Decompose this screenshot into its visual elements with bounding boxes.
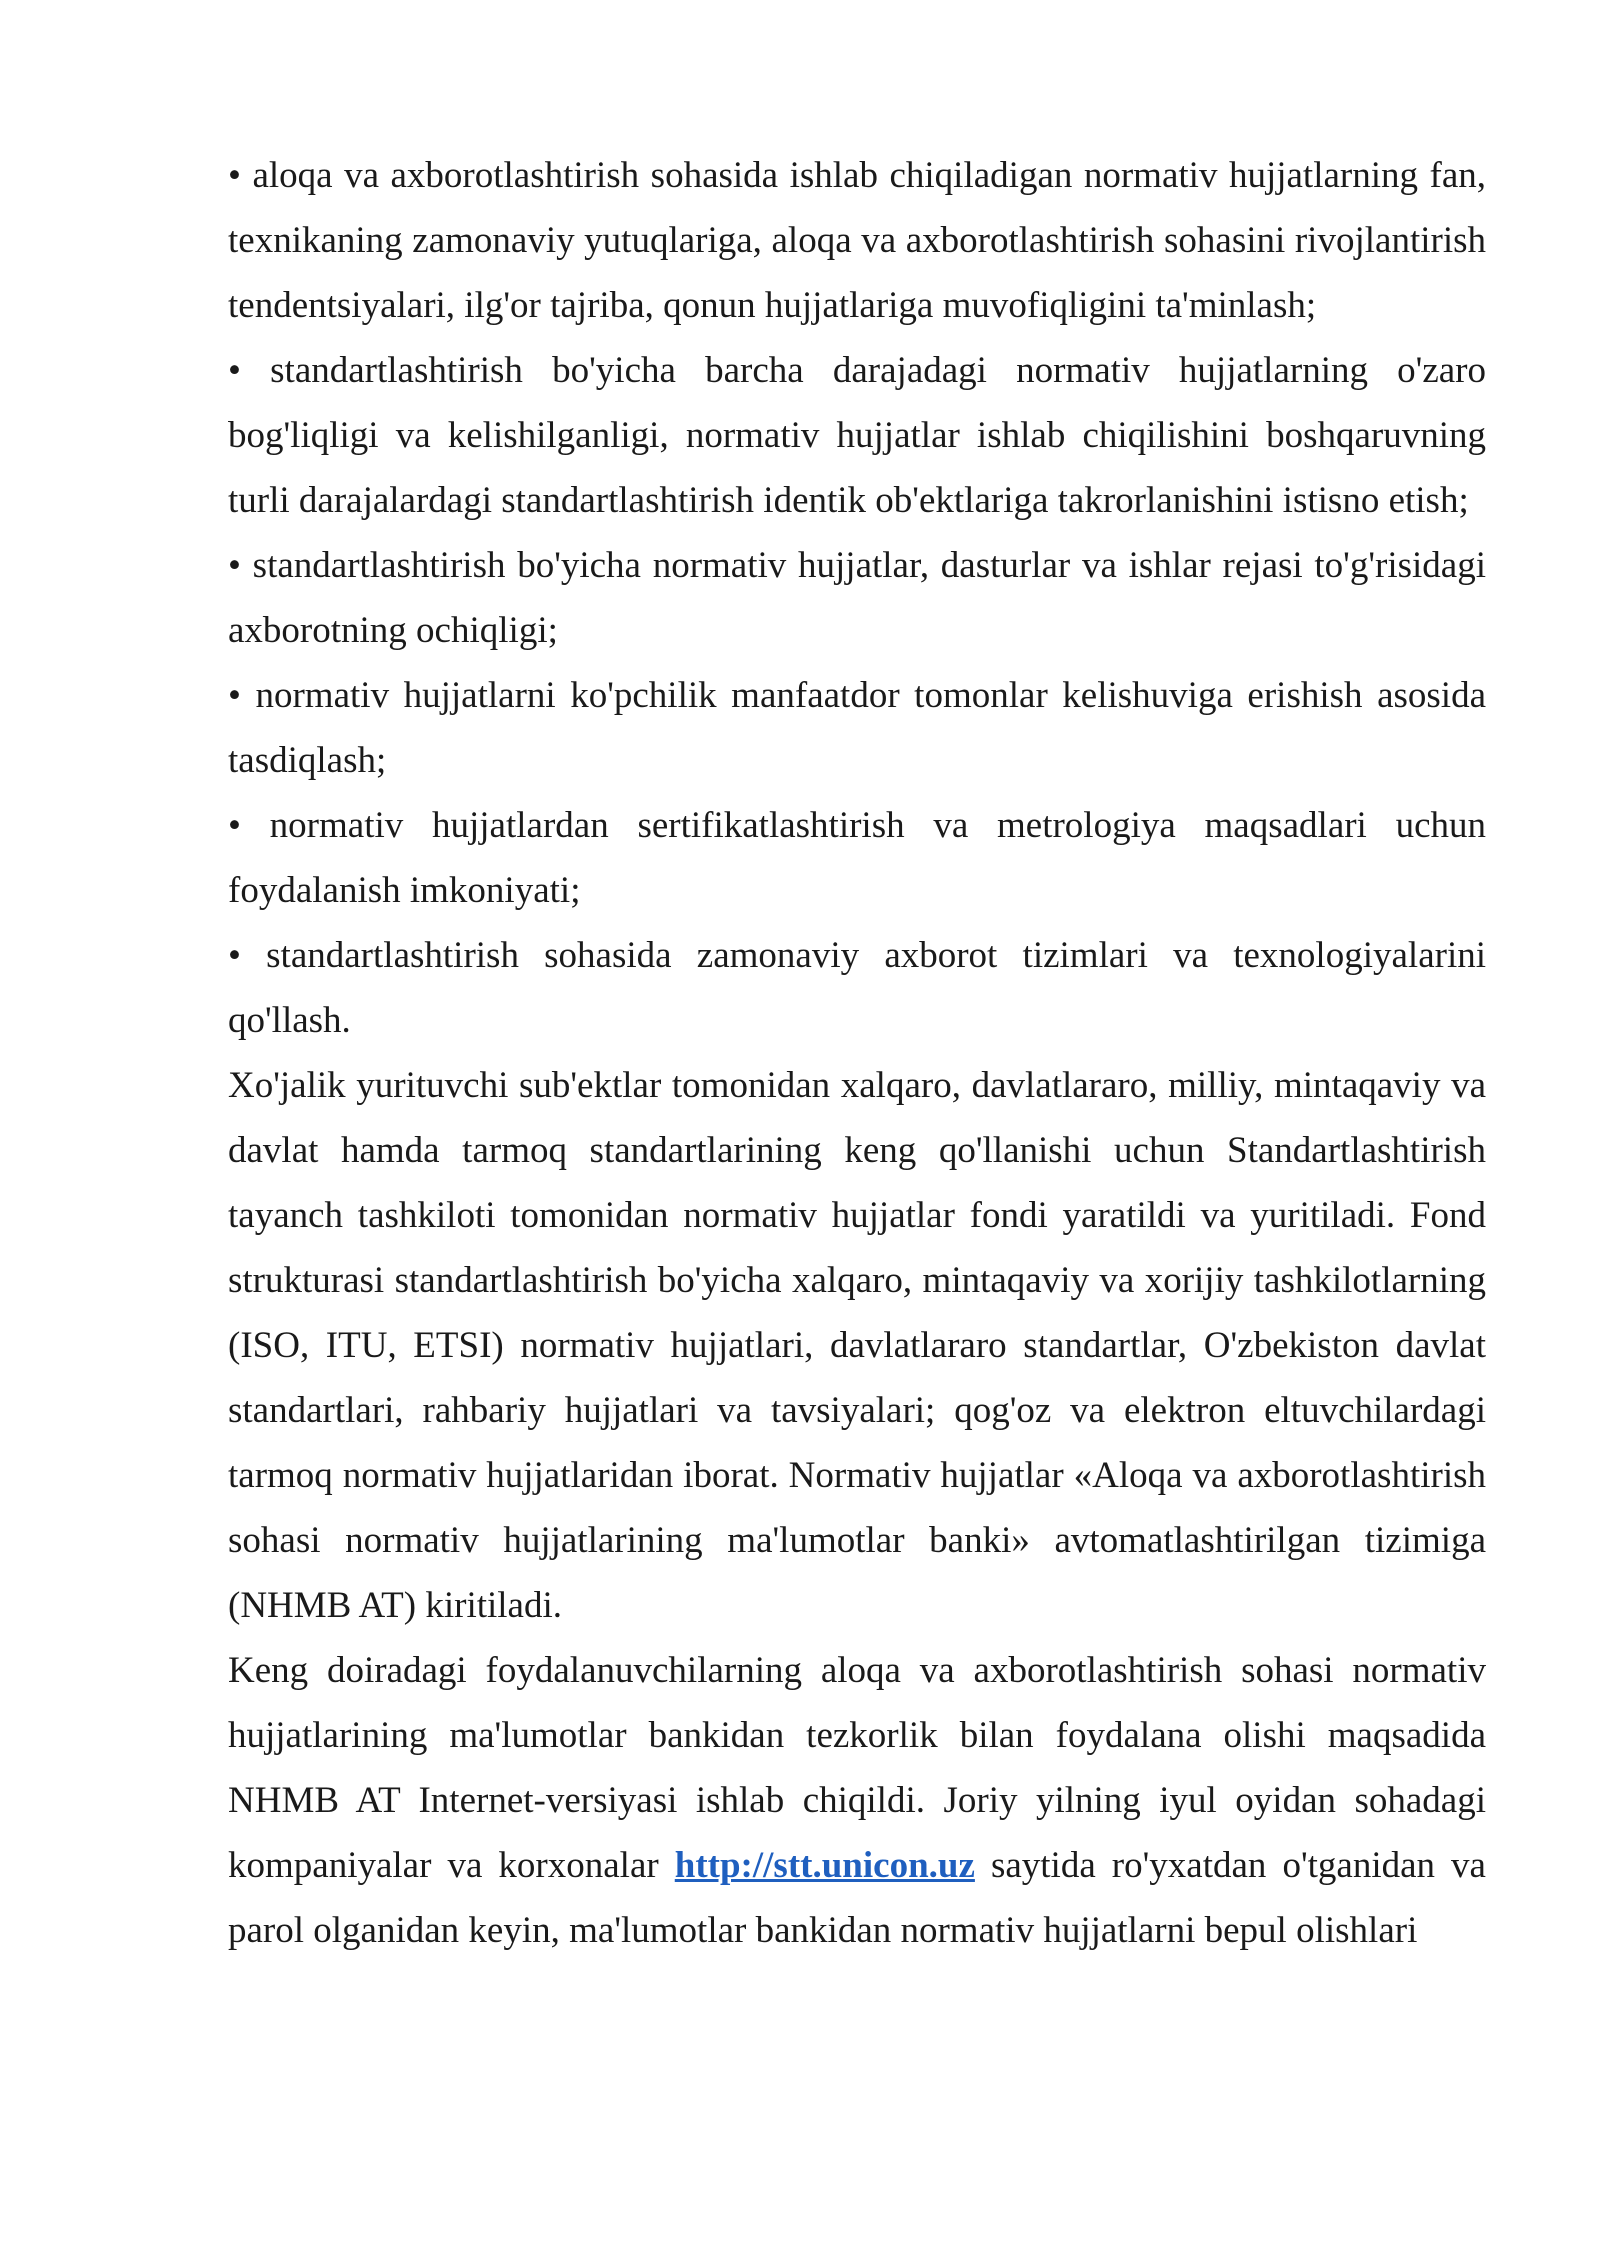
- paragraph-text-after-link: saytida ro'yxatdan o'tganidan va parol olganidan keyin, ma'lumotlar bankidan normativ hujjatlarni bepul olishlari: [228, 1845, 1486, 1951]
- bullet-item: • aloqa va axborotlashtirish sohasida ishlab chiqiladigan normativ hujjatlarning fan, texnikaning zamonaviy yutuqlariga, aloqa va axborotlashtirish sohasini rivojlantirish tendentsiyalari, ilg'or tajriba, qonun hujjatlariga muvofiqligini ta'minlash;: [228, 155, 1486, 326]
- requirements-bullet-list: [228, 143, 1486, 1053]
- bullet-item: • normativ hujjatlarni ko'pchilik manfaatdor tomonlar kelishuviga erishish asosida tasdiqlash;: [228, 675, 1486, 781]
- bullet-item: • normativ hujjatlardan sertifikatlashtirish va metrologiya maqsadlari uchun foydalanish imkoniyati;: [228, 805, 1486, 911]
- paragraph-nhmb-internet-version: [228, 1638, 1486, 1963]
- bullet-item: • standartlashtirish sohasida zamonaviy axborot tizimlari va texnologiyalarini qo'llash.: [228, 935, 1486, 1041]
- paragraph-text-before-link: Keng doiradagi foydalanuvchilarning aloqa va axborotlashtirish sohasi normativ hujjatlarining ma'lumotlar bankidan tezkorlik bilan foydalana olishi maqsadida NHMB AT Internet-versiyasi ishlab chiqildi. Joriy yilning iyul oyidan sohadagi kompaniyalar va korxonalar: [228, 1650, 1486, 1886]
- paragraph-standards-fund: Xo'jalik yurituvchi sub'ektlar tomonidan xalqaro, davlatlararo, milliy, mintaqaviy va davlat hamda tarmoq standartlarining keng qo'llanishi uchun Standartlashtirish tayanch tashkiloti tomonidan normativ hujjatlar fondi yaratildi va yuritiladi. Fond strukturasi standartlashtirish bo'yicha xalqaro, mintaqaviy va xorijiy tashkilotlarning (ISO, ITU, ETSI) normativ hujjatlari, davlatlararo standartlar, O'zbekiston davlat standartlari, rahbariy hujjatlari va tavsiyalari; qog'oz va elektron eltuvchilardagi tarmoq normativ hujjatlaridan iborat. Normativ hujjatlar «Aloqa va axborotlashtirish sohasi normativ hujjatlarining ma'lumotlar banki» avtomatlashtirilgan tizimiga (NHMB AT) kiritiladi.: [228, 1065, 1486, 1626]
- bullet-item: • standartlashtirish bo'yicha normativ hujjatlar, dasturlar va ishlar rejasi to'g'risidagi axborotning ochiqligi;: [228, 545, 1486, 651]
- document-page: [228, 143, 1486, 1963]
- bullet-item: • standartlashtirish bo'yicha barcha darajadagi normativ hujjatlarning o'zaro bog'liqligi va kelishilganligi, normativ hujjatlar ishlab chiqilishini boshqaruvning turli darajalardagi standartlashtirish identik ob'ektlariga takrorlanishini istisno etish;: [228, 350, 1486, 521]
- stt-unicon-link[interactable]: http://stt.unicon.uz: [674, 1845, 975, 1886]
